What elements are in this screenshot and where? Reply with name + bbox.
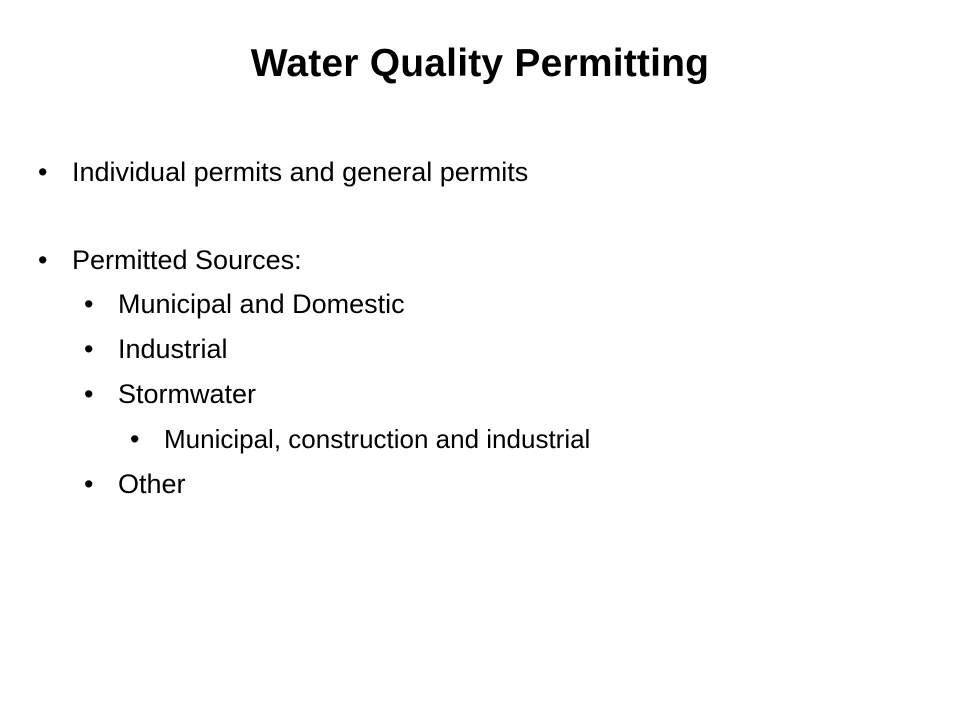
list-item [30, 282, 930, 327]
list-item [30, 417, 930, 462]
sub-list-container [30, 282, 930, 507]
bullet-point-icon: • [38, 157, 48, 187]
list-item-label: Municipal and Domestic [118, 289, 405, 319]
list-item [30, 150, 930, 194]
list-spacer [30, 194, 930, 238]
page-title: Water Quality Permitting [250, 42, 710, 85]
list-item-label: Stormwater [118, 379, 257, 409]
list-item-label: Municipal, construction and industrial [164, 424, 591, 454]
list-item-label: Permitted Sources: [72, 245, 302, 275]
bullet-point-icon: • [38, 245, 48, 275]
bullet-point-icon: • [84, 334, 94, 364]
bullet-list-level-2 [30, 282, 930, 507]
bullet-list-level-3 [30, 417, 930, 462]
bullet-list-level-1 [30, 150, 930, 507]
list-item [30, 327, 930, 372]
list-item [30, 462, 930, 507]
slide-body [30, 150, 930, 507]
sub-list-container [30, 417, 930, 462]
list-item [30, 372, 930, 417]
bullet-point-icon: • [84, 469, 94, 499]
bullet-point-icon: • [84, 289, 94, 319]
bullet-point-icon: • [84, 379, 94, 409]
bullet-point-icon: • [130, 424, 140, 454]
list-item-label: Individual permits and general permits [72, 157, 529, 187]
list-item-label: Industrial [118, 334, 228, 364]
list-item [30, 238, 930, 282]
list-item-label: Other [118, 469, 186, 499]
